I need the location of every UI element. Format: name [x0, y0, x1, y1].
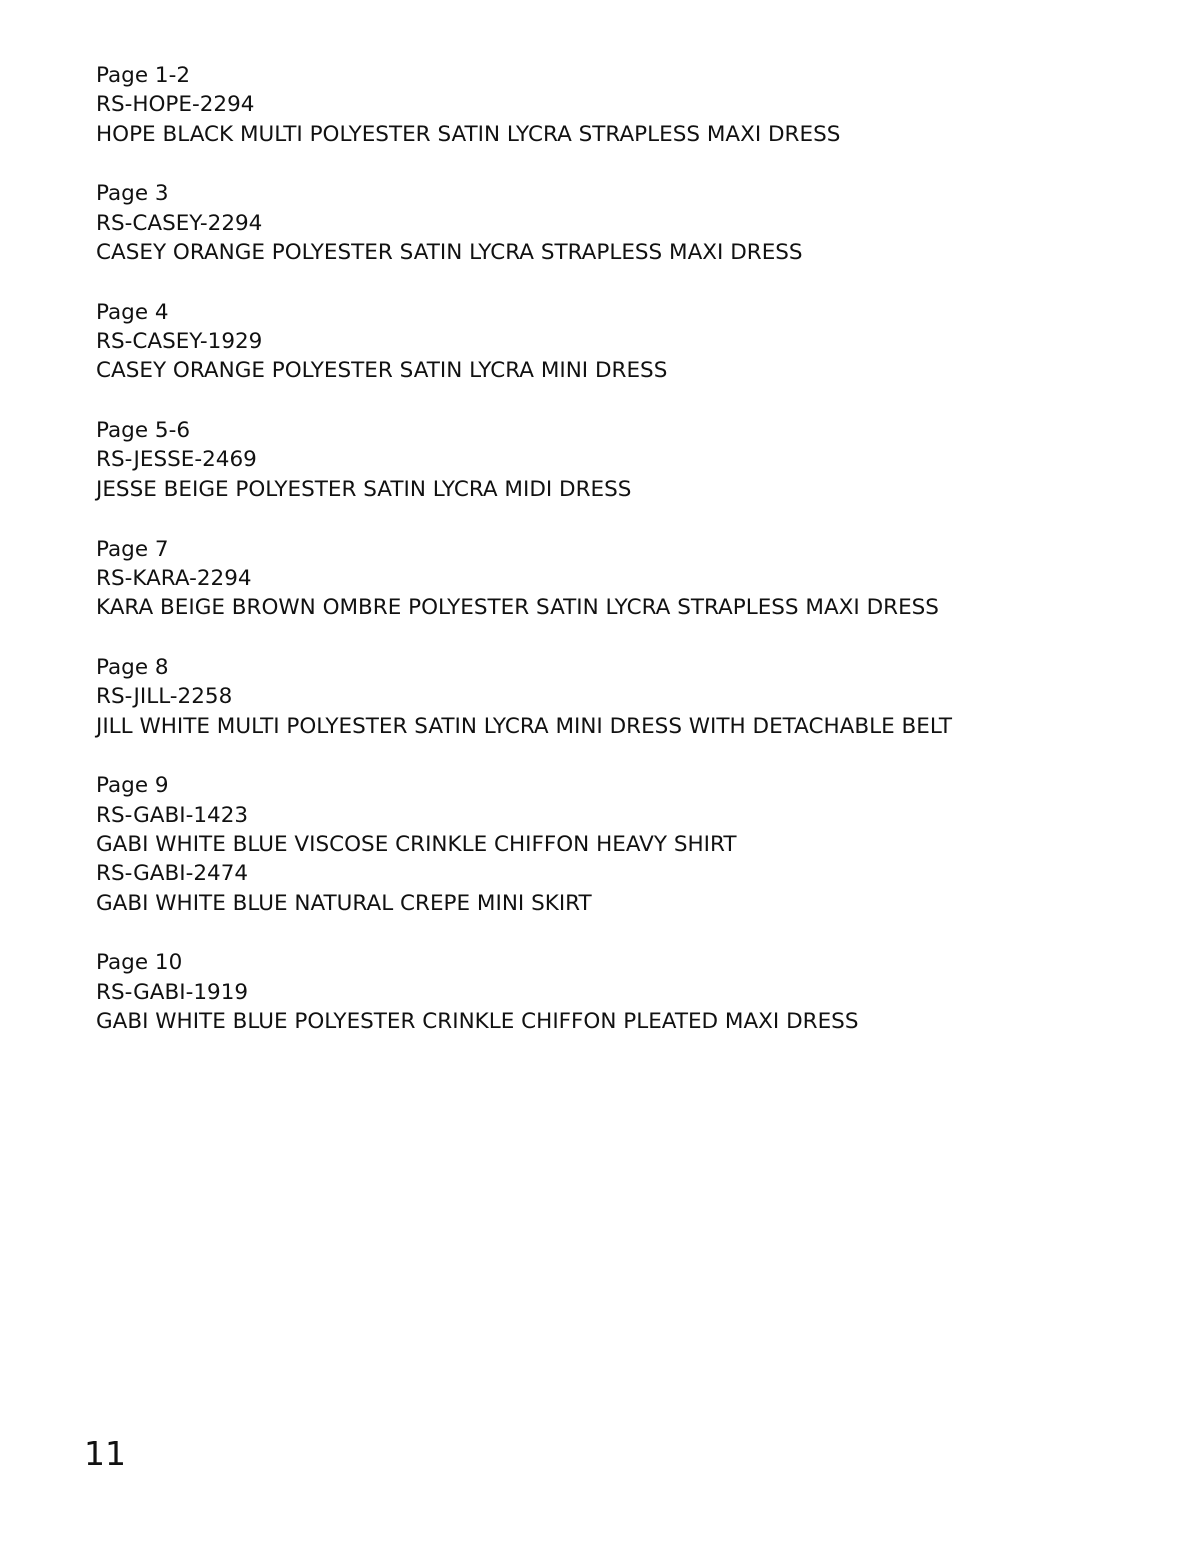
product-code: RS-HOPE-2294	[96, 92, 255, 118]
product-description: GABI WHITE BLUE POLYESTER CRINKLE CHIFFON PLEATED MAXI DRESS	[96, 1008, 859, 1034]
page-reference: Page 9	[96, 773, 169, 799]
page-reference: Page 10	[96, 950, 183, 976]
product-description: JESSE BEIGE POLYESTER SATIN LYCRA MIDI DRESS	[96, 476, 632, 502]
product-description: CASEY ORANGE POLYESTER SATIN LYCRA STRAPLESS MAXI DRESS	[96, 239, 803, 265]
product-code: RS-CASEY-1929	[96, 329, 263, 355]
product-index	[96, 61, 1156, 1067]
product-description: JILL WHITE MULTI POLYESTER SATIN LYCRA MINI DRESS WITH DETACHABLE BELT	[96, 713, 952, 739]
product-code: RS-JILL-2258	[96, 684, 233, 710]
index-section-page-3	[96, 179, 1156, 267]
product-description: KARA BEIGE BROWN OMBRE POLYESTER SATIN LYCRA STRAPLESS MAXI DRESS	[96, 595, 939, 621]
page-number: 11	[84, 1434, 126, 1473]
page-reference: Page 1-2	[96, 63, 190, 88]
page-reference: Page 3	[96, 181, 169, 207]
product-code: RS-GABI-1919	[96, 979, 249, 1005]
index-section-page-9	[96, 771, 1156, 917]
product-description: CASEY ORANGE POLYESTER SATIN LYCRA MINI DRESS	[96, 358, 668, 384]
product-description: HOPE BLACK MULTI POLYESTER SATIN LYCRA STRAPLESS MAXI DRESS	[96, 121, 841, 147]
index-section-page-10	[96, 948, 1156, 1036]
product-description: GABI WHITE BLUE VISCOSE CRINKLE CHIFFON HEAVY SHIRT	[96, 831, 737, 857]
product-code: RS-JESSE-2469	[96, 447, 257, 473]
index-section-page-8	[96, 653, 1156, 741]
product-code: RS-CASEY-2294	[96, 210, 263, 236]
product-code: RS-GABI-1423	[96, 802, 249, 828]
index-section-page-5-6	[96, 416, 1156, 504]
page-reference: Page 5-6	[96, 418, 190, 444]
index-section-page-7	[96, 535, 1156, 623]
product-code: RS-KARA-2294	[96, 565, 252, 591]
product-description: GABI WHITE BLUE NATURAL CREPE MINI SKIRT	[96, 890, 592, 916]
index-section-page-1-2	[96, 61, 1156, 149]
index-section-page-4	[96, 298, 1156, 386]
page-reference: Page 7	[96, 536, 169, 562]
product-code: RS-GABI-2474	[96, 861, 249, 887]
page-reference: Page 8	[96, 654, 169, 680]
page-reference: Page 4	[96, 299, 169, 325]
